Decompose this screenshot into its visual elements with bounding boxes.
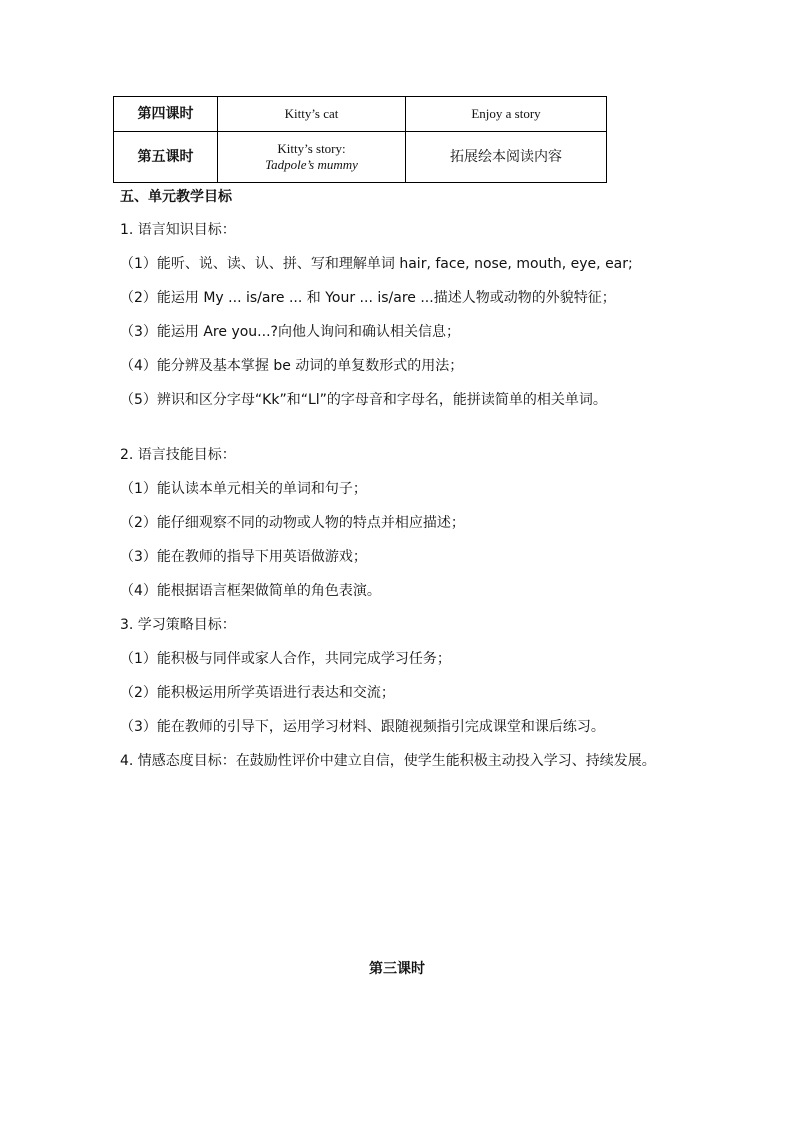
goal-1-item-2: （2）能运用 My ... is/are ... 和 Your ... is/are ...描述人物或动物的外貌特征；	[120, 290, 616, 306]
goal-3-item-1: （1）能积极与同伴或家人合作，共同完成学习任务；	[120, 651, 451, 667]
goal-1-item-3: （3）能运用 Are you...?向他人询问和确认相关信息；	[120, 324, 460, 340]
lesson-title-cell	[218, 132, 406, 183]
goal-1-title: 1. 语言知识目标：	[120, 222, 236, 238]
goal-2-item-1: （1）能认读本单元相关的单词和句子；	[120, 481, 367, 497]
lesson-title-cell	[218, 97, 406, 132]
goal-2-title: 2. 语言技能目标：	[120, 447, 236, 463]
lesson-title-line: Kitty’s story:	[277, 141, 346, 156]
lesson-plan-table	[113, 96, 607, 183]
lesson-content-cell: 拓展绘本阅读内容	[406, 132, 607, 183]
goal-3-title: 3. 学习策略目标：	[120, 617, 236, 633]
goal-2-item-2: （2）能仔细观察不同的动物或人物的特点并相应描述；	[120, 515, 465, 531]
goal-2-item-4: （4）能根据语言框架做简单的角色表演。	[120, 583, 381, 599]
goal-1-item-1: （1）能听、说、读、认、拼、写和理解单词 hair, face, nose, mouth, eye, ear;	[120, 256, 633, 272]
table-row	[114, 132, 607, 183]
lesson-content-cell: Enjoy a story	[406, 97, 607, 132]
section-heading: 五、单元教学目标	[120, 189, 232, 205]
goal-4-text: 4. 情感态度目标：在鼓励性评价中建立自信，使学生能积极主动投入学习、持续发展。	[120, 753, 656, 769]
lesson-title-italic-line: Tadpole’s mummy	[265, 157, 358, 172]
next-lesson-title: 第三课时	[369, 961, 425, 977]
table-row	[114, 97, 607, 132]
goal-1-item-5: （5）辨识和区分字母“Kk”和“Ll”的字母音和字母名，能拼读简单的相关单词。	[120, 392, 607, 408]
lesson-number-cell: 第五课时	[114, 132, 218, 183]
goal-3-item-3: （3）能在教师的引导下，运用学习材料、跟随视频指引完成课堂和课后练习。	[120, 719, 605, 735]
lesson-number-cell: 第四课时	[114, 97, 218, 132]
goal-2-item-3: （3）能在教师的指导下用英语做游戏；	[120, 549, 367, 565]
goal-1-item-4: （4）能分辨及基本掌握 be 动词的单复数形式的用法；	[120, 358, 464, 374]
lesson-title-line: Kitty’s cat	[284, 106, 339, 121]
goal-3-item-2: （2）能积极运用所学英语进行表达和交流；	[120, 685, 395, 701]
